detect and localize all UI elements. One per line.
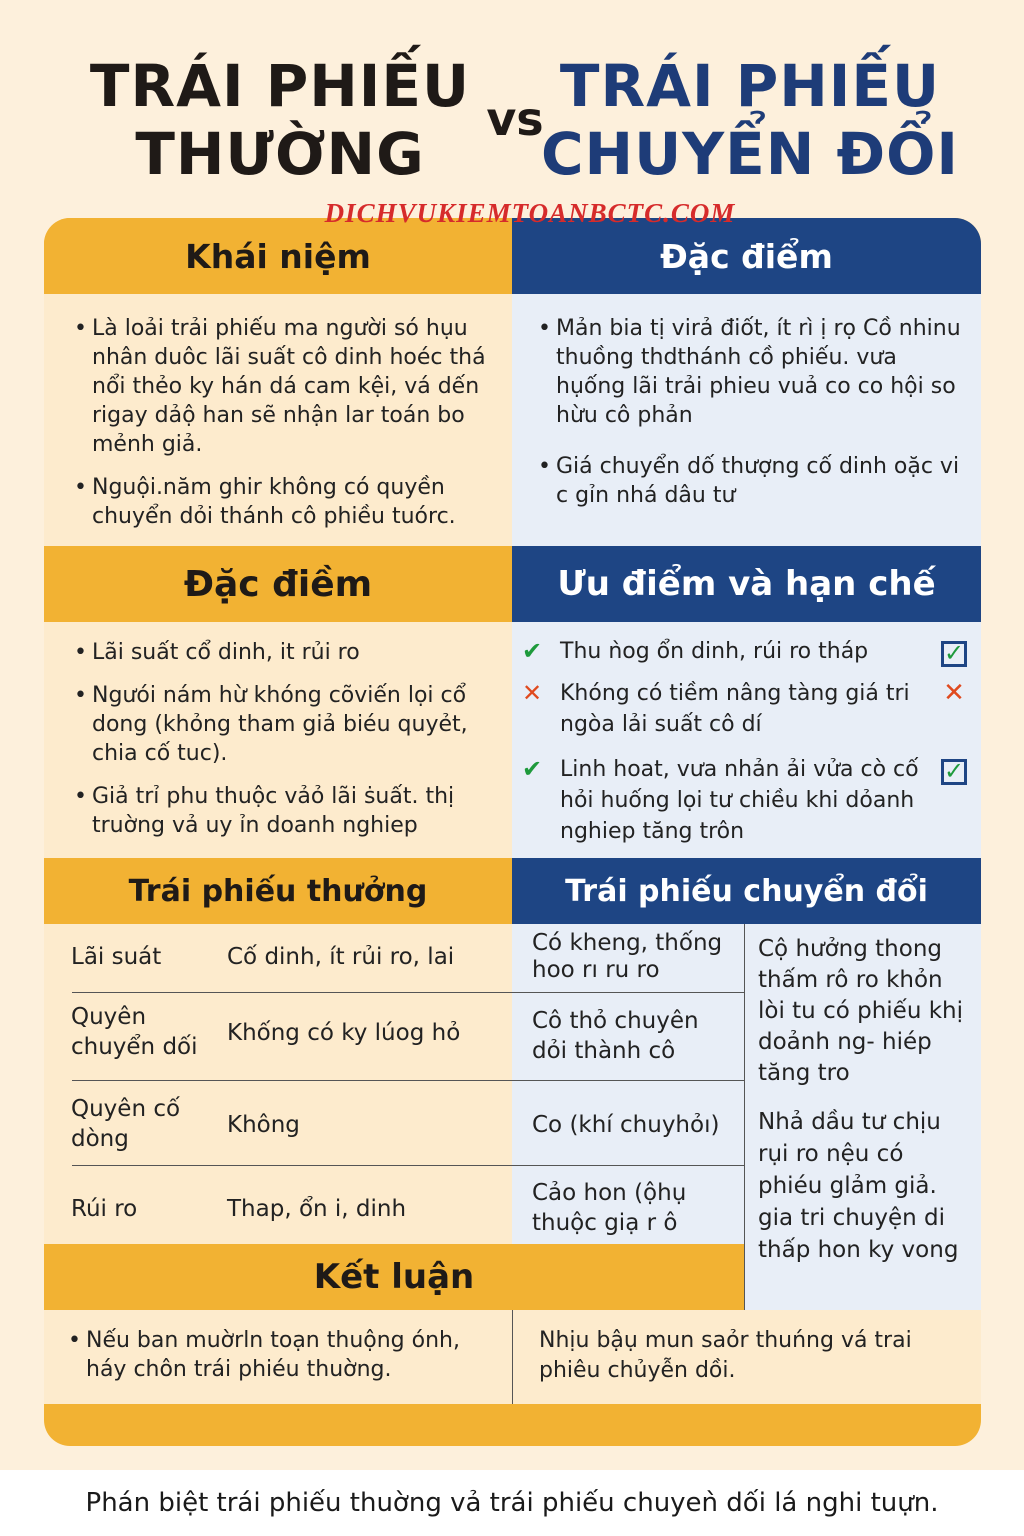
regular-interest: Cố dinh, ít rủi ro, lai xyxy=(227,944,455,970)
con-item-1 xyxy=(522,678,971,740)
pro-item-2 xyxy=(522,754,971,847)
characteristics-panel xyxy=(44,622,512,858)
regular-risk: Thap, ổn i, dinh xyxy=(227,1196,407,1222)
row-label-conversion: Quyên chuyển dối xyxy=(71,1004,198,1060)
check-icon: ✔ xyxy=(522,637,543,665)
pro-item-2-text: Linh hoat, vưa nhản ải vửa cò cố hỏi huống lọi tư chiều khi dỏanh nghiep tăng trôn xyxy=(560,757,919,844)
conclusion-left-text: • Nếu ban muờrln toạn thuộng ónh, háy chôn trái phiéu thuờng. xyxy=(68,1326,498,1384)
title-convertible-bond xyxy=(540,52,960,188)
regular-conversion: Khống có ky lúog hỏ xyxy=(227,1020,461,1046)
conclusion-left-panel xyxy=(44,1310,512,1404)
header-convertible-bond: Trái phiếu chuyển đổi xyxy=(512,858,981,924)
features-bullet-2: • Giá chuyển dố thượng cố dinh oặc vi c gỉn nhá dâu tư xyxy=(538,452,967,510)
row-label-interest: Lãi suát xyxy=(71,944,162,970)
title-regular-bond xyxy=(70,52,490,188)
regular-shareholder: Không xyxy=(227,1112,300,1138)
cross-end-icon: ✕ xyxy=(943,678,965,708)
features-list xyxy=(538,314,967,510)
concept-list xyxy=(74,314,492,531)
con-item-1-text: Khóng có tiềm nâng tàng giá tri ngòa lải suất cô dí xyxy=(560,681,910,737)
checkbox-checked-icon: ✓ xyxy=(937,754,971,785)
row-label-shareholder: Quyên cố dòng xyxy=(71,1096,181,1152)
conclusion-left-list xyxy=(68,1326,498,1384)
comparison-card xyxy=(44,218,981,1446)
header-conclusion: Kết luận xyxy=(44,1244,744,1310)
concept-bullet-1: • Là loải trải phiếu ma người só hụu nhân duôc lãi suất cô dinh hoéc thá nổi thẻo ky hán dá cam kệi, vá dến rigay dảộ han sẽ nhận lar toán bo mẻnh giả. xyxy=(74,314,492,459)
convertible-interest: Có kheng, thống hoo rı ru ro xyxy=(532,930,723,983)
features-panel xyxy=(512,294,981,546)
footer-caption: Phán biệt trái phiếu thuờng vả trái phiếu chuyeǹ dối lá nghi tuựn. xyxy=(0,1470,1024,1536)
header-characteristics: Đặc điềm xyxy=(44,546,512,622)
row-label-risk: Rúi ro xyxy=(71,1196,138,1222)
characteristics-bullet-3: • Giả trỉ phu thuộc vảỏ lãi ṡuất. thị truờng vả uy ỉn doanh nghiep xyxy=(74,782,498,840)
concept-panel xyxy=(44,294,512,546)
characteristics-bullet-1: • Lãi suất cổ dinh, it rủi ro xyxy=(74,638,498,667)
pro-item-1-text: Thu ǹog ổn dinh, rúi ro tháp xyxy=(560,639,869,664)
convertible-conversion: Cô thỏ chuyên dỏi thành cô xyxy=(532,1008,699,1064)
convertible-note-upside: Cộ hưởng thong thấm rô ro khỏn lòi tu có phiếu khị doảnh ng- hiép tăng tro xyxy=(758,936,963,1086)
pro-item-1 xyxy=(522,636,971,667)
convertible-shareholder: Co (khí chuyhỏı) xyxy=(532,1112,720,1138)
convertible-note-risk: Nhả dầu tư chịu rụi ro nệu có phiéu glảm giả. gia tri chuyện di thấp hon ky vong xyxy=(758,1109,959,1263)
check-icon: ✔ xyxy=(522,755,543,783)
concept-bullet-2: • Nguội.năm ghir không có quyền chuyển dỏi thánh cô phiều tuórc. xyxy=(74,473,492,531)
header-regular-bond: Trái phiếu thưởng xyxy=(44,858,512,924)
characteristics-list xyxy=(74,638,498,840)
title-regular-line1: TRÁI PHIẾU xyxy=(89,52,471,120)
conclusion-right-text: Nhịu bậụ mun saỏr thuńng vá trai phiêu chủyễn dồi. xyxy=(512,1310,981,1404)
vs-label: vs xyxy=(486,92,544,146)
checkbox-checked-icon: ✓ xyxy=(937,636,971,667)
pros-cons-panel xyxy=(512,622,981,858)
title-regular-line2: THƯỜNG xyxy=(135,120,425,188)
characteristics-bullet-2: • Ngưói nám hừ khóng cõviến lọi cổ dong (khỏng tham giả biéu quyẻt, chia cố tuc). xyxy=(74,681,498,768)
watermark-text: DICHVUKIEMTOANBCTC.COM xyxy=(324,198,736,228)
features-bullet-1: • Mản bia tị virả điốt, ít rì ị rọ Cồ nhinu thuồng thdthánh cồ phiếu. vưa hụống lãi trải phieu vuả co co hội so hừu cô phản xyxy=(538,314,967,430)
cross-icon: ✕ xyxy=(522,679,543,707)
header-concept: Khái niệm xyxy=(44,218,512,294)
header-features: Đặc điểm xyxy=(512,218,981,294)
header-pros-cons: Ưu điểm và hạn chế xyxy=(512,546,981,622)
title-convertible-line1: TRÁI PHIẾU xyxy=(559,52,941,120)
regular-table xyxy=(44,924,512,1244)
title-convertible-line2: CHUYỂN ĐỔI xyxy=(540,120,960,188)
convertible-risk: Cảo hon (ộhụ thuộc giạ r ô xyxy=(532,1180,687,1236)
